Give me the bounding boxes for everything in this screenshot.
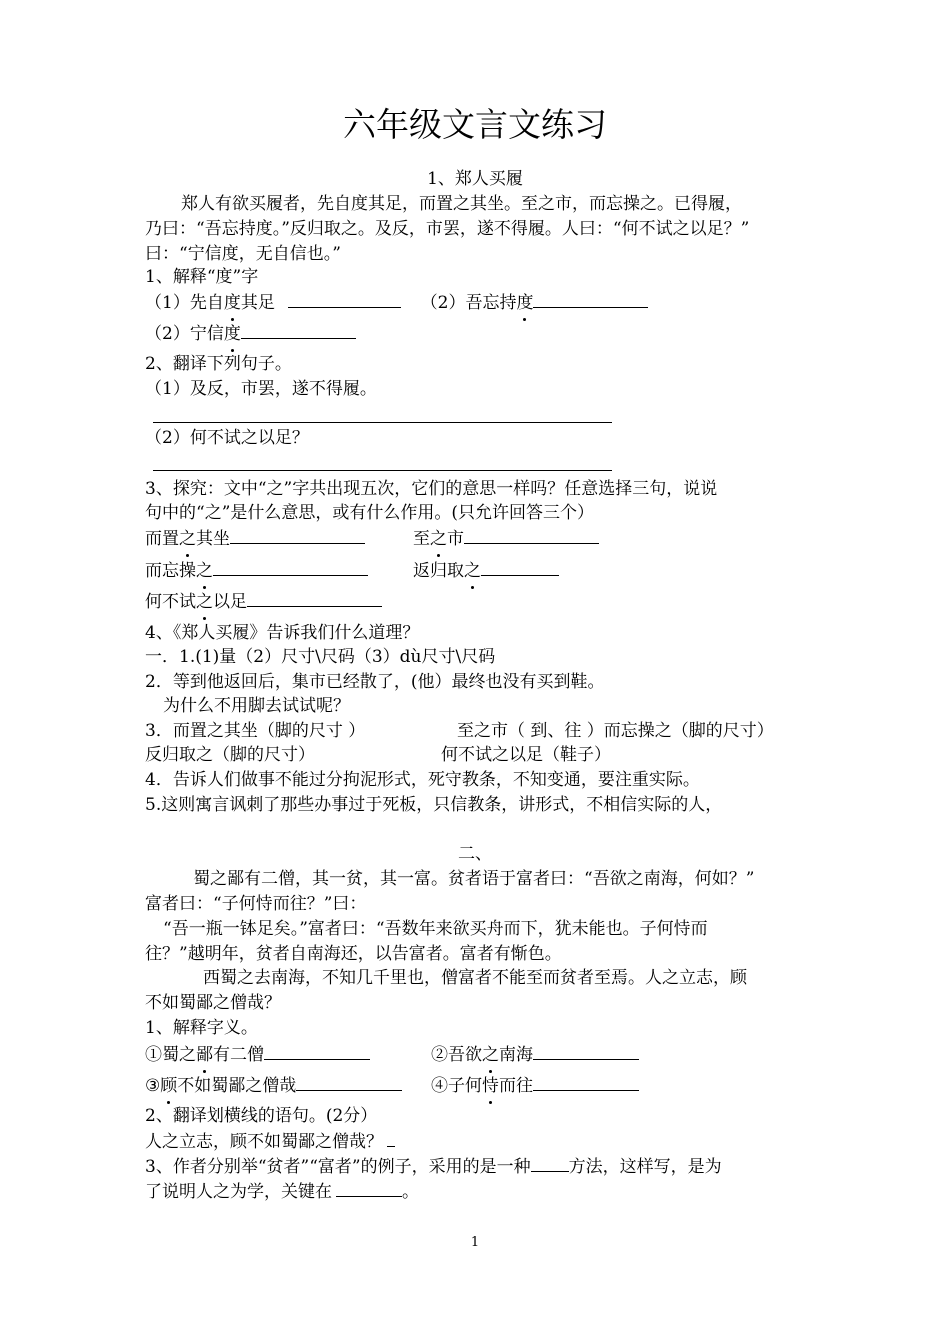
dotted-char: 之 bbox=[196, 561, 213, 581]
answer-item: ①蜀之鄙有二僧 bbox=[145, 1043, 370, 1066]
answer-item: ③顾不如蜀鄙之僧哉 bbox=[145, 1074, 402, 1097]
question-2: 2、翻译划横线的语句。(2分） bbox=[145, 1106, 378, 1126]
passage-line: 乃曰：“吾忘持度。”反归取之。及反，市罢，遂不得履。人曰：“何不试之以足？” bbox=[145, 219, 750, 239]
dotted-char: 之 bbox=[179, 529, 196, 549]
answer-blank[interactable] bbox=[296, 1074, 402, 1091]
question-3: 3、探究：文中“之”字共出现五次，它们的意思一样吗？任意选择三句，说说 bbox=[145, 479, 718, 499]
question-4: 4、《郑人买履》告诉我们什么道理？ bbox=[145, 623, 420, 643]
passage-line: 西蜀之去南海，不知几千里也，僧富者不能至而贫者至焉。人之立志，顾 bbox=[203, 968, 747, 988]
answer-item: 何不试之以足 bbox=[145, 590, 382, 613]
answer-item: （1）先自度其足 （2）吾忘持度 bbox=[145, 291, 648, 314]
dotted-char: 之 bbox=[482, 1045, 499, 1065]
passage-line: 不如蜀鄙之僧哉？ bbox=[145, 993, 281, 1013]
translation-item: 人之立志，顾不如蜀鄙之僧哉？ bbox=[145, 1130, 395, 1153]
answer-blank[interactable] bbox=[533, 1043, 639, 1060]
answer-item: ④子何恃而往 bbox=[431, 1074, 639, 1097]
answer-item: 而置之其坐 bbox=[145, 527, 365, 550]
answer-key-line: 5.这则寓言讽刺了那些办事过于死板，只信教条，讲形式，不相信实际的人， bbox=[145, 795, 723, 815]
answer-blank[interactable] bbox=[230, 527, 365, 544]
dotted-char: 之 bbox=[196, 592, 213, 612]
answer-item: 而忘操之 bbox=[145, 559, 368, 582]
passage-line: 曰：“宁信度，无自信也。” bbox=[145, 244, 341, 264]
passage-line: 郑人有欲买履者，先自度其足，而置之其坐。至之市，而忘操之。已得履， bbox=[181, 194, 742, 214]
answer-key-line: 3．而置之其坐（脚的尺寸 ） bbox=[145, 721, 366, 741]
answer-blank[interactable] bbox=[387, 1130, 395, 1147]
answer-key-line: 一．1.(1)量（2）尺寸\尺码（3）dù尺寸\尺码 bbox=[145, 647, 496, 667]
answer-blank[interactable] bbox=[533, 291, 648, 308]
question-3: 3、作者分别举“贫者”“富者”的例子，采用的是一种 方法，这样写，是为 bbox=[145, 1157, 722, 1177]
answer-item: （2）宁信度 bbox=[145, 322, 356, 345]
passage-line: “吾一瓶一钵足矣。”富者曰：“吾数年来欲买舟而下，犹未能也。子何恃而 bbox=[163, 919, 708, 939]
answer-blank[interactable] bbox=[213, 559, 368, 576]
answer-blank[interactable] bbox=[533, 1074, 639, 1091]
dotted-char: 恃 bbox=[482, 1076, 499, 1096]
answer-blank[interactable] bbox=[247, 590, 382, 607]
dotted-char: 鄙 bbox=[196, 1045, 213, 1065]
question-2: 2、翻译下列句子。 bbox=[145, 354, 292, 374]
answer-item: 返归取之 bbox=[413, 559, 559, 582]
answer-line[interactable] bbox=[153, 470, 612, 471]
question-1: 1、解释字义。 bbox=[145, 1018, 258, 1038]
answer-key-line: 反归取之（脚的尺寸） bbox=[145, 745, 315, 765]
answer-blank[interactable] bbox=[336, 1180, 402, 1197]
passage-line: 蜀之鄙有二僧，其一贫，其一富。贫者语于富者曰：“吾欲之南海，何如？” bbox=[193, 869, 755, 889]
answer-blank[interactable] bbox=[464, 527, 599, 544]
passage-line: 富者曰：“子何恃而往？”曰： bbox=[145, 894, 367, 914]
dotted-char: 度 bbox=[223, 324, 241, 344]
question-2-item: （1）及反，市罢，遂不得履。 bbox=[145, 379, 377, 399]
answer-line[interactable] bbox=[153, 422, 612, 423]
section-2-heading: 二、 bbox=[458, 844, 492, 864]
dotted-char: 度 bbox=[223, 293, 241, 313]
page-title: 六年级文言文练习 bbox=[343, 105, 607, 144]
answer-key-line: 至之市（ 到、往 ）而忘操之（脚的尺寸） bbox=[457, 721, 774, 741]
answer-key-line: 何不试之以足（鞋子） bbox=[441, 745, 611, 765]
question-3: 了说明人之为学，关键在 。 bbox=[145, 1182, 419, 1202]
section-1-heading: 1、郑人买履 bbox=[427, 169, 523, 189]
dotted-char: 顾 bbox=[160, 1076, 178, 1096]
question-1: 1、解释“度”字 bbox=[145, 267, 259, 287]
answer-key-line: 为什么不用脚去试试呢？ bbox=[163, 696, 350, 716]
question-2-item: （2）何不试之以足？ bbox=[145, 428, 309, 448]
answer-key-line: 4．告诉人们做事不能过分拘泥形式，死守教条，不知变通，要注重实际。 bbox=[145, 770, 700, 790]
dotted-char: 之 bbox=[430, 529, 447, 549]
dotted-char: 之 bbox=[464, 561, 481, 581]
answer-blank[interactable] bbox=[481, 559, 559, 576]
dotted-char: 度 bbox=[516, 293, 534, 313]
question-3: 句中的“之”是什么意思，或有什么作用。(只允许回答三个） bbox=[145, 503, 595, 523]
answer-item: ②吾欲之南海 bbox=[431, 1043, 639, 1066]
answer-item: 至之市 bbox=[413, 527, 599, 550]
answer-blank[interactable] bbox=[531, 1155, 569, 1172]
passage-line: 往？”越明年，贫者自南海还，以告富者。富者有惭色。 bbox=[145, 944, 562, 964]
answer-blank[interactable] bbox=[288, 291, 401, 308]
answer-blank[interactable] bbox=[264, 1043, 370, 1060]
page-number: 1 bbox=[470, 1235, 480, 1250]
answer-key-line: 2．等到他返回后，集市已经散了，(他）最终也没有买到鞋。 bbox=[145, 672, 605, 692]
answer-blank[interactable] bbox=[241, 322, 356, 339]
